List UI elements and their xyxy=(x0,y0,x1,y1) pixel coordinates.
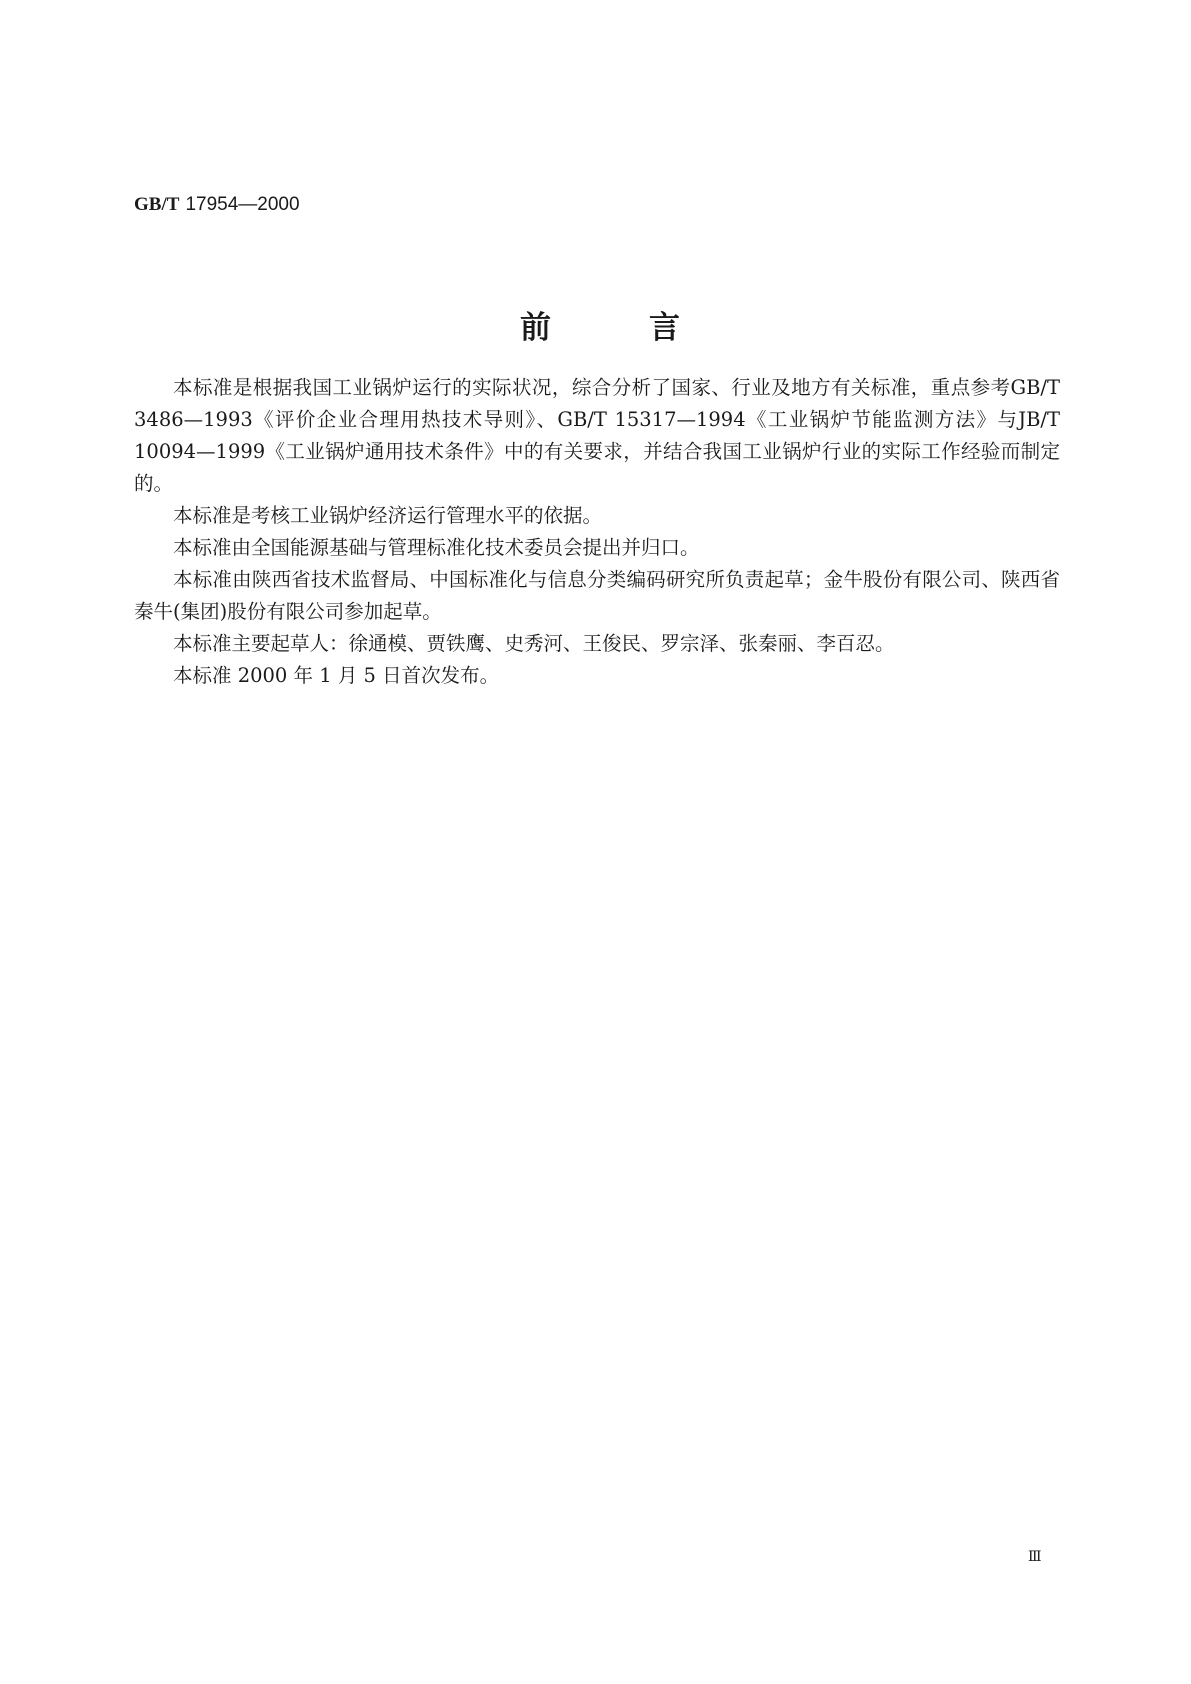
page-number: Ⅲ xyxy=(1028,1549,1042,1565)
standard-code xyxy=(134,192,300,217)
paragraph-release-date: 本标准 2000 年 1 月 5 日首次发布。 xyxy=(173,664,500,687)
page-title xyxy=(520,308,680,348)
paragraph-drafters: 本标准主要起草人：徐通模、贾铁鹰、史秀河、王俊民、罗宗泽、张秦丽、李百忍。 xyxy=(173,632,895,655)
paragraph-purpose: 本标准是考核工业锅炉经济运行管理水平的依据。 xyxy=(173,504,603,527)
page-title-char-2: 言 xyxy=(649,310,680,346)
standard-number: 17954—2000 xyxy=(185,194,300,215)
page-title-char-1: 前 xyxy=(520,310,551,346)
paragraph-drafting-units: 本标准由陕西省技术监督局、中国标准化与信息分类编码研究所负责起草；金牛股份有限公司、陕西省秦牛(集团)股份有限公司参加起草。 xyxy=(134,568,1060,623)
standard-prefix: GB/T xyxy=(134,194,180,215)
paragraph-basis: 本标准是根据我国工业锅炉运行的实际状况，综合分析了国家、行业及地方有关标准，重点参考GB/T 3486—1993《评价企业合理用热技术导则》、GB/T 15317—1994《工业锅炉节能监测方法》与JB/T 10094—1999《工业锅炉通用技术条件》中的有关要求，并结合我国工业锅炉行业的实际工作经验而制定的。 xyxy=(134,376,1060,495)
foreword-body xyxy=(134,372,1060,692)
paragraph-proposer: 本标准由全国能源基础与管理标准化技术委员会提出并归口。 xyxy=(173,536,700,559)
